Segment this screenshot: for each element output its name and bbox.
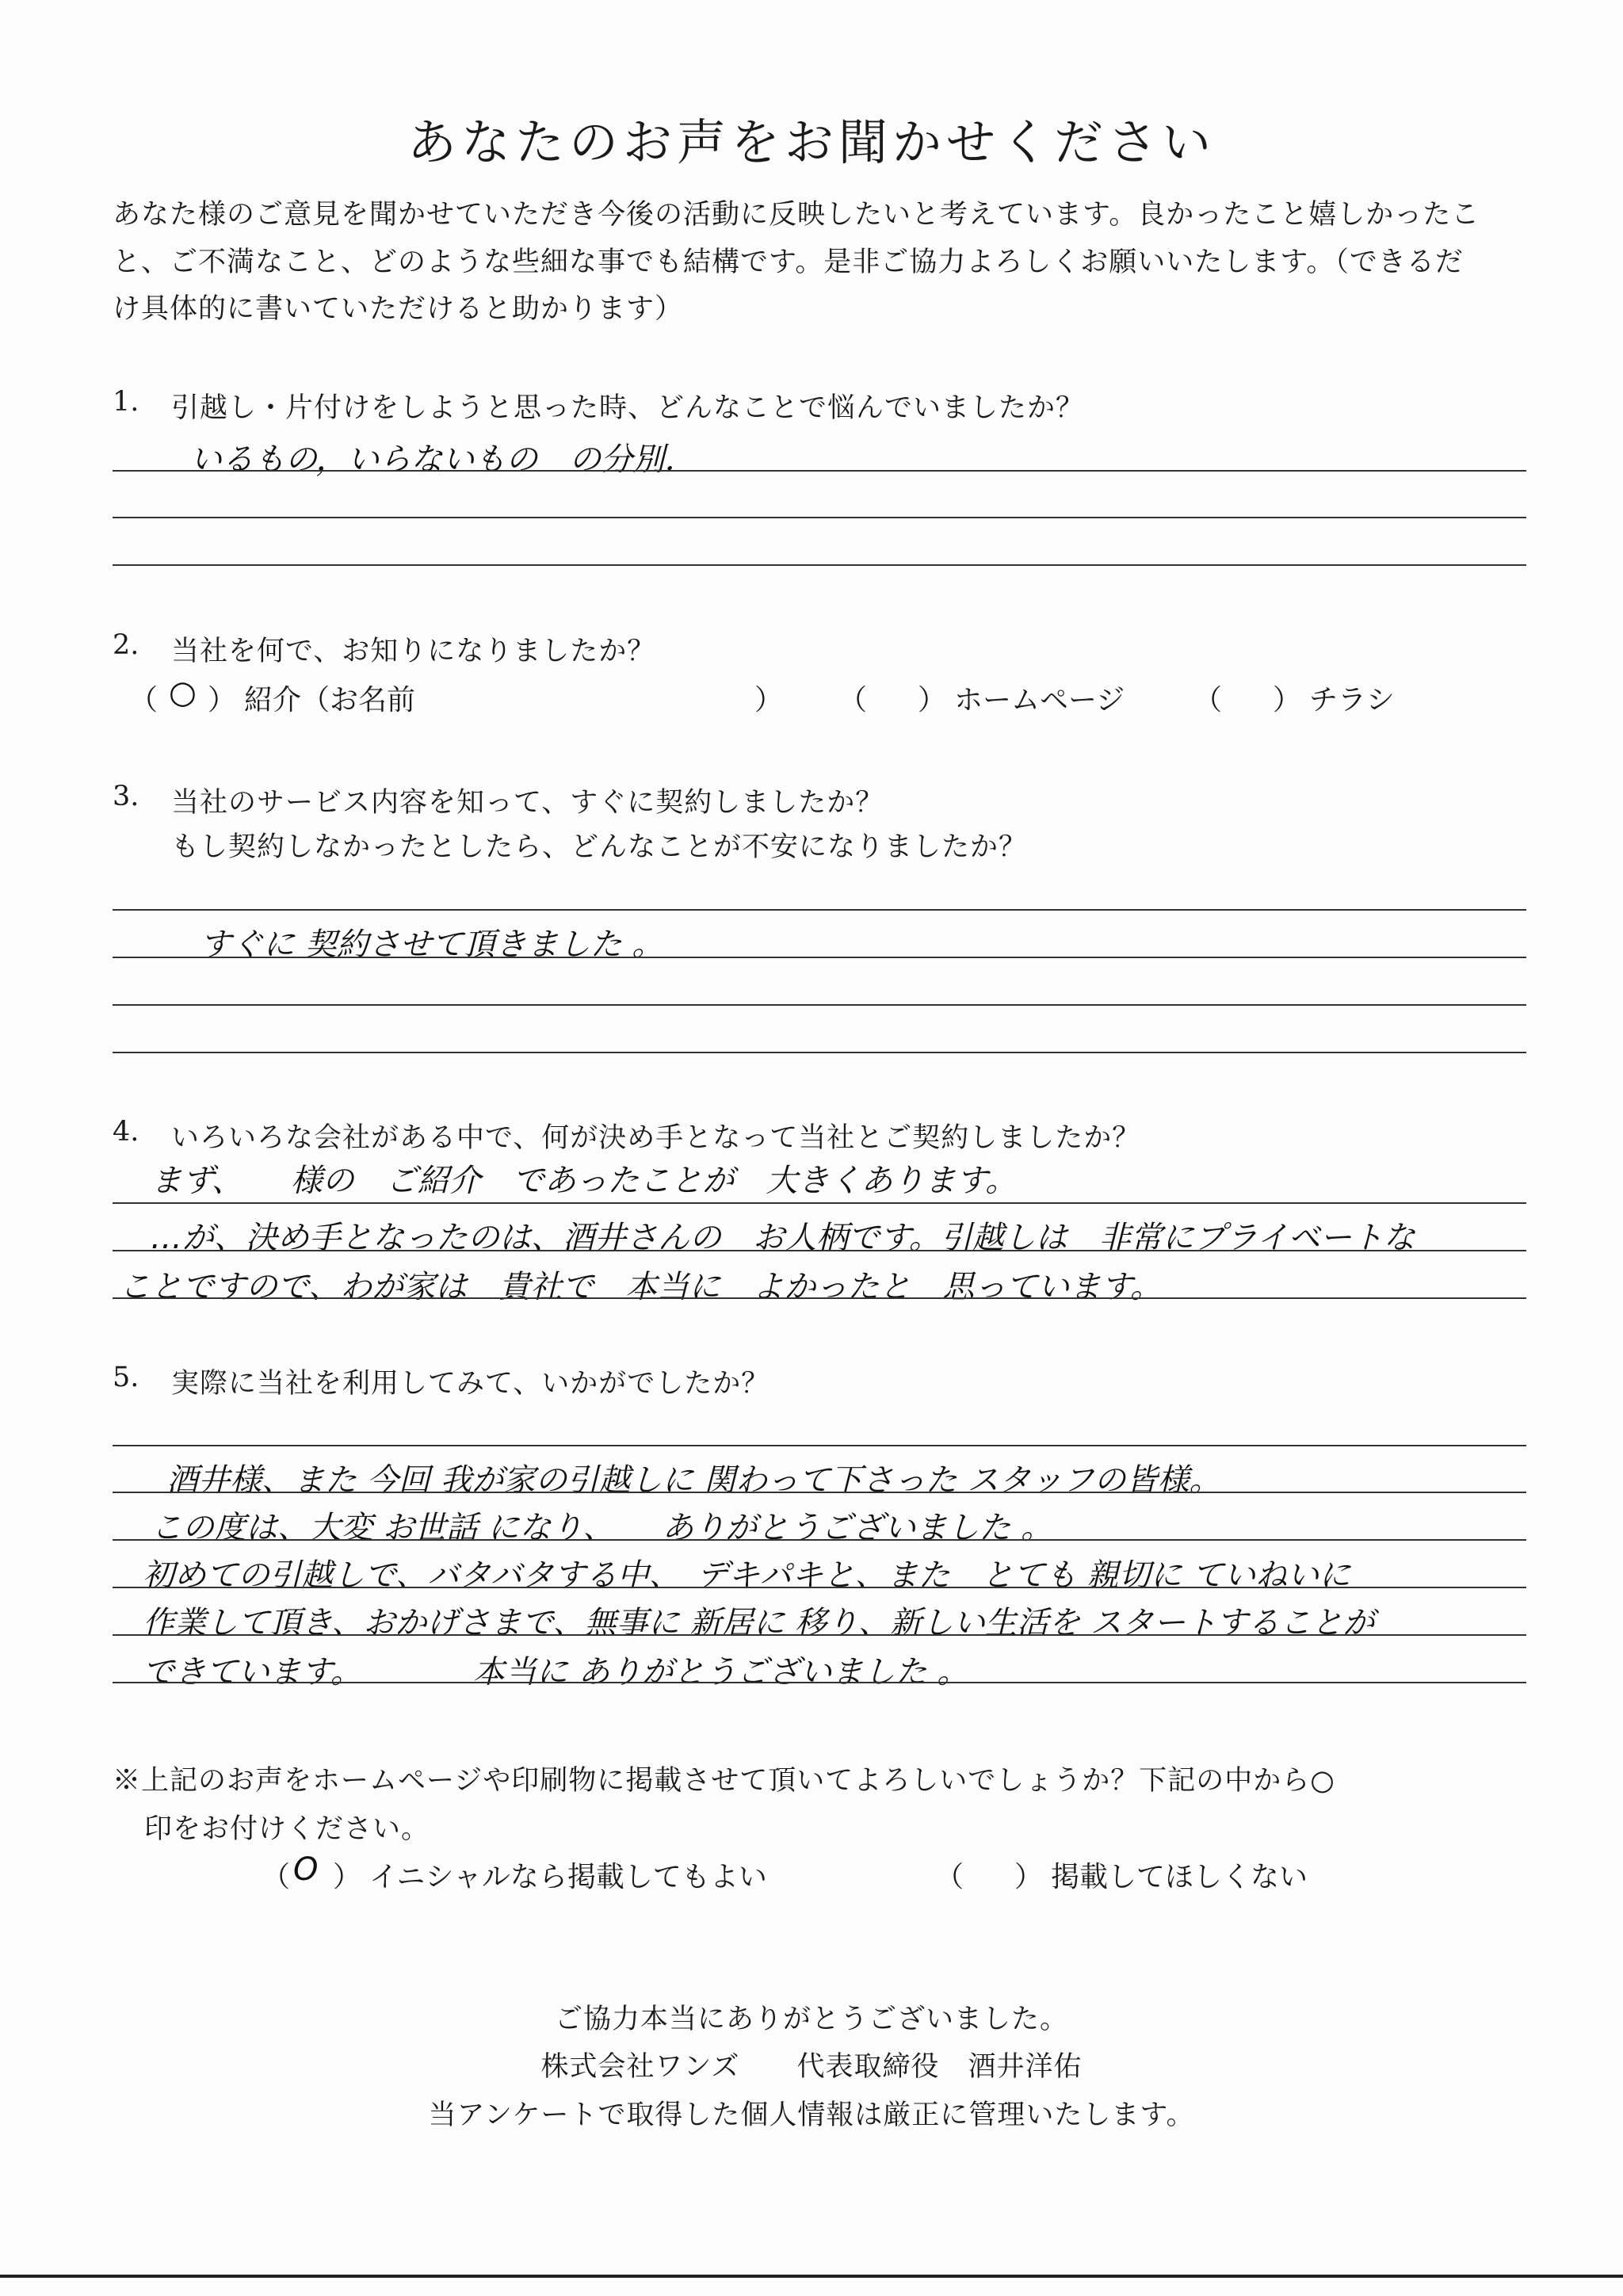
initials-close-paren: ） — [333, 1861, 362, 1893]
homepage-close-paren: ） — [918, 684, 947, 716]
homepage-label: ホームページ — [954, 684, 1125, 716]
answer-3-rule-4 — [113, 1052, 1526, 1053]
answer-5-rule-2 — [113, 1492, 1526, 1493]
intro-line-3: け具体的に書いていただけると助かります） — [113, 293, 684, 325]
answer-5-rule-4 — [113, 1587, 1526, 1588]
answer-5-rule-6 — [113, 1682, 1526, 1683]
no-publish-open-paren: （ — [935, 1861, 964, 1893]
answer-4-line-3: ことですので、わが家は 貴社で 本当に よかったと 思っています。 — [119, 1269, 1162, 1305]
answer-5-line-4: 作業して頂き、おかげさまで、無事に 新居に 移り、新しい生活を スタートすることが — [143, 1605, 1375, 1641]
question-4-number: 4. — [113, 1116, 139, 1148]
answer-1-rule-1 — [113, 470, 1526, 472]
answer-1-rule-3 — [113, 564, 1526, 566]
answer-5-line-1: 酒井様、また 今回 我が家の引越しに 関わって下さった スタッフの皆様。 — [166, 1462, 1221, 1499]
answer-5-rule-1 — [113, 1445, 1526, 1446]
scan-edge — [0, 2275, 1623, 2278]
no-publish-close-paren: ） — [1014, 1861, 1044, 1893]
question-1-text: 引越し・片付けをしようと思った時、どんなことで悩んでいましたか？ — [171, 392, 1085, 424]
answer-3-rule-1 — [113, 909, 1526, 911]
question-5-number: 5. — [113, 1362, 139, 1393]
answer-3-rule-2 — [113, 957, 1526, 958]
answer-4-rule-3 — [113, 1297, 1526, 1299]
referral-label: 紹介（お名前 — [244, 684, 416, 716]
answer-4-line-2: …が、決め手となったのは、酒井さんの お人柄です。引越しは 非常にプライベートな — [151, 1220, 1415, 1256]
answer-4-line-1: まず、 様の ご紹介 であったことが 大きくあります。 — [151, 1163, 1018, 1199]
answer-5-rule-5 — [113, 1634, 1526, 1636]
initials-mark: O — [293, 1851, 319, 1888]
question-3-text: 当社のサービス内容を知って、すぐに契約しましたか？ — [171, 787, 884, 819]
no-publish-label: 掲載してほしくない — [1051, 1861, 1308, 1893]
question-1-number: 1. — [113, 386, 139, 418]
referral-mark: ○ — [169, 674, 197, 711]
initials-open-paren: （ — [262, 1861, 291, 1893]
flyer-label: チラシ — [1309, 684, 1396, 716]
question-2-text: 当社を何で、お知りになりましたか？ — [171, 636, 656, 667]
question-2-number: 2. — [113, 629, 139, 661]
answer-1-rule-2 — [113, 517, 1526, 518]
homepage-open-paren: （ — [838, 684, 868, 716]
answer-5-line-3: 初めての引越しで、バタバタする中、 デキパキと、また とても 親切に ていねいに — [143, 1557, 1351, 1594]
question-3-text-2: もし契約しなかったとしたら、どんなことが不安になりましたか？ — [171, 831, 1028, 863]
answer-4-rule-1 — [113, 1202, 1526, 1204]
question-5-text: 実際に当社を利用してみて、いかがでしたか？ — [171, 1368, 770, 1400]
question-3-number: 3. — [113, 781, 139, 812]
flyer-open-paren: （ — [1193, 684, 1223, 716]
referral-close-paren: ） — [208, 684, 237, 716]
intro-line-2: と、ご不満なこと、どのような些細な事でも結構です。是非ご協力よろしくお願いいたします。（できるだ — [113, 246, 1464, 278]
referral-name-close-paren: ） — [754, 684, 784, 716]
answer-5-line-5: できています。 本当に ありがとうございました 。 — [143, 1654, 969, 1690]
flyer-close-paren: ） — [1273, 684, 1302, 716]
answer-3-rule-3 — [113, 1004, 1526, 1006]
footer-signature: 株式会社ワンズ 代表取締役 酒井洋佑 — [540, 2051, 1083, 2083]
answer-5-line-2: この度は、大変 お世話 になり、 ありがとうございました 。 — [151, 1510, 1053, 1546]
question-4-text: いろいろな会社がある中で、何が決め手となって当社とご契約しましたか？ — [171, 1122, 1141, 1154]
footer-thanks: ご協力本当にありがとうございました。 — [554, 2004, 1068, 2035]
initials-label: イニシャルなら掲載してもよい — [369, 1861, 767, 1893]
footer-privacy: 当アンケートで取得した個人情報は厳正に管理いたします。 — [428, 2099, 1195, 2131]
answer-5-rule-3 — [113, 1539, 1526, 1541]
form-title: あなたのお声をお聞かせください — [407, 113, 1216, 171]
referral-open-paren: （ — [129, 684, 158, 716]
consent-line-2: 印をお付けください。 — [144, 1813, 430, 1845]
consent-line-1: ※上記のお声をホームページや印刷物に掲載させて頂いてよろしいでしょうか？下記の中から○ — [113, 1765, 1335, 1797]
intro-line-1: あなた様のご意見を聞かせていただき今後の活動に反映したいと考えています。良かったこと嬉しかったこ — [113, 199, 1480, 231]
answer-3-line-1: すぐに 契約させて頂きました 。 — [200, 926, 664, 963]
answer-1-line-1: いるもの，いらないもの の分別． — [190, 441, 697, 478]
answer-4-rule-2 — [113, 1250, 1526, 1251]
